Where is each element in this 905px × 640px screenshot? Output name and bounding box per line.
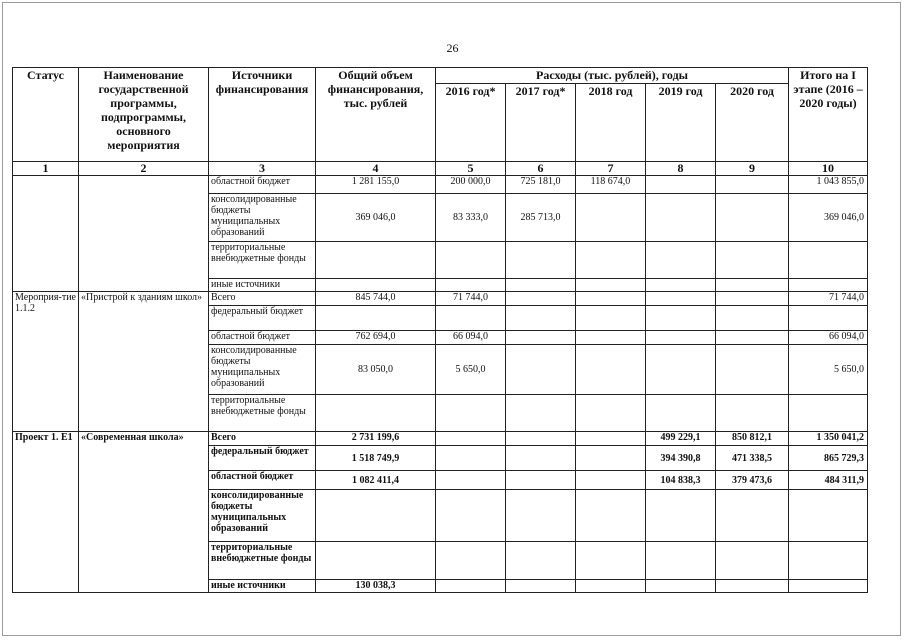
y2019-cell	[646, 292, 716, 306]
header-sources: Источники финансирования	[209, 68, 316, 162]
total-cell: 762 694,0	[316, 331, 436, 345]
total-cell: 1 518 749,9	[316, 446, 436, 471]
y2017-cell	[506, 306, 576, 331]
total-cell: 2 731 199,6	[316, 432, 436, 446]
name-cell: «Современная школа»	[79, 432, 209, 593]
stage-total-cell: 369 046,0	[789, 194, 868, 242]
y2017-cell	[506, 471, 576, 490]
stage-total-cell	[789, 395, 868, 432]
y2016-cell	[436, 580, 506, 593]
y2017-cell	[506, 432, 576, 446]
y2017-cell	[506, 292, 576, 306]
column-number: 6	[506, 162, 576, 176]
y2020-cell	[716, 292, 789, 306]
y2018-cell	[576, 306, 646, 331]
y2016-cell	[436, 490, 506, 542]
y2016-cell: 5 650,0	[436, 345, 506, 395]
y2020-cell	[716, 194, 789, 242]
header-stage-total: Итого на I этапе (2016 – 2020 годы)	[789, 68, 868, 162]
y2016-cell	[436, 432, 506, 446]
y2017-cell: 725 181,0	[506, 176, 576, 194]
y2017-cell	[506, 242, 576, 279]
y2019-cell	[646, 331, 716, 345]
total-cell	[316, 279, 436, 292]
total-cell: 83 050,0	[316, 345, 436, 395]
table-row	[13, 176, 868, 194]
y2018-cell: 118 674,0	[576, 176, 646, 194]
y2019-cell	[646, 580, 716, 593]
y2018-cell	[576, 279, 646, 292]
status-cell: Проект 1. Е1	[13, 432, 79, 593]
y2017-cell	[506, 580, 576, 593]
source-cell: территориальные внебюджетные фонды	[209, 395, 316, 432]
total-cell	[316, 490, 436, 542]
stage-total-cell	[789, 490, 868, 542]
y2017-cell	[506, 279, 576, 292]
y2016-cell: 66 094,0	[436, 331, 506, 345]
y2020-cell	[716, 490, 789, 542]
y2020-cell	[716, 580, 789, 593]
y2016-cell: 200 000,0	[436, 176, 506, 194]
y2016-cell: 83 333,0	[436, 194, 506, 242]
total-cell: 1 281 155,0	[316, 176, 436, 194]
status-cell	[13, 176, 79, 292]
header-expenses: Расходы (тыс. рублей), годы	[436, 68, 789, 84]
column-number: 3	[209, 162, 316, 176]
source-cell: областной бюджет	[209, 471, 316, 490]
y2020-cell: 379 473,6	[716, 471, 789, 490]
y2019-cell	[646, 194, 716, 242]
y2018-cell	[576, 395, 646, 432]
total-cell	[316, 306, 436, 331]
column-number: 1	[13, 162, 79, 176]
header-2018: 2018 год	[576, 84, 646, 162]
source-cell: консолидированные бюджеты муниципальных образований	[209, 345, 316, 395]
y2018-cell	[576, 471, 646, 490]
header-2016: 2016 год*	[436, 84, 506, 162]
y2017-cell	[506, 345, 576, 395]
y2019-cell	[646, 242, 716, 279]
stage-total-cell	[789, 279, 868, 292]
y2017-cell	[506, 446, 576, 471]
y2019-cell	[646, 542, 716, 580]
column-number: 8	[646, 162, 716, 176]
y2018-cell	[576, 580, 646, 593]
total-cell: 130 038,3	[316, 580, 436, 593]
source-cell: Всего	[209, 432, 316, 446]
y2016-cell	[436, 279, 506, 292]
source-cell: федеральный бюджет	[209, 306, 316, 331]
stage-total-cell: 71 744,0	[789, 292, 868, 306]
y2020-cell	[716, 176, 789, 194]
y2017-cell	[506, 490, 576, 542]
y2020-cell	[716, 331, 789, 345]
header-2020: 2020 год	[716, 84, 789, 162]
y2018-cell	[576, 542, 646, 580]
y2019-cell	[646, 176, 716, 194]
stage-total-cell: 1 043 855,0	[789, 176, 868, 194]
stage-total-cell	[789, 580, 868, 593]
y2018-cell	[576, 242, 646, 279]
column-number: 4	[316, 162, 436, 176]
y2019-cell	[646, 345, 716, 395]
y2019-cell	[646, 490, 716, 542]
source-cell: консолидированные бюджеты муниципальных образований	[209, 194, 316, 242]
y2018-cell	[576, 446, 646, 471]
name-cell: «Пристрой к зданиям школ»	[79, 292, 209, 432]
y2019-cell	[646, 279, 716, 292]
source-cell: Всего	[209, 292, 316, 306]
y2019-cell: 394 390,8	[646, 446, 716, 471]
y2017-cell	[506, 542, 576, 580]
y2019-cell	[646, 306, 716, 331]
total-cell: 1 082 411,4	[316, 471, 436, 490]
stage-total-cell: 484 311,9	[789, 471, 868, 490]
y2020-cell	[716, 279, 789, 292]
column-number: 5	[436, 162, 506, 176]
stage-total-cell: 66 094,0	[789, 331, 868, 345]
y2020-cell	[716, 242, 789, 279]
y2020-cell	[716, 306, 789, 331]
financing-table	[12, 67, 868, 593]
y2018-cell	[576, 292, 646, 306]
status-cell: Мероприя-тие 1.1.2	[13, 292, 79, 432]
column-number: 9	[716, 162, 789, 176]
y2018-cell	[576, 331, 646, 345]
total-cell: 369 046,0	[316, 194, 436, 242]
y2019-cell: 499 229,1	[646, 432, 716, 446]
y2017-cell: 285 713,0	[506, 194, 576, 242]
source-cell: территориальные внебюджетные фонды	[209, 542, 316, 580]
stage-total-cell: 1 350 041,2	[789, 432, 868, 446]
y2018-cell	[576, 490, 646, 542]
column-number: 10	[789, 162, 868, 176]
header-total-volume: Общий объем финансирования, тыс. рублей	[316, 68, 436, 162]
y2016-cell	[436, 542, 506, 580]
column-number: 2	[79, 162, 209, 176]
y2016-cell	[436, 446, 506, 471]
header-status: Статус	[13, 68, 79, 162]
y2017-cell	[506, 331, 576, 345]
y2019-cell: 104 838,3	[646, 471, 716, 490]
y2020-cell	[716, 395, 789, 432]
y2018-cell	[576, 345, 646, 395]
y2018-cell	[576, 194, 646, 242]
page-number: 26	[446, 41, 459, 55]
table-row	[13, 292, 868, 306]
column-number: 7	[576, 162, 646, 176]
source-cell: иные источники	[209, 279, 316, 292]
header-2019: 2019 год	[646, 84, 716, 162]
header-2017: 2017 год*	[506, 84, 576, 162]
total-cell	[316, 395, 436, 432]
y2018-cell	[576, 432, 646, 446]
source-cell: иные источники	[209, 580, 316, 593]
header-name: Наименование государственной программы, подпрограммы, основного мероприятия	[79, 68, 209, 162]
name-cell	[79, 176, 209, 292]
y2020-cell	[716, 542, 789, 580]
total-cell	[316, 242, 436, 279]
table-row	[13, 432, 868, 446]
total-cell	[316, 542, 436, 580]
y2020-cell: 850 812,1	[716, 432, 789, 446]
y2019-cell	[646, 395, 716, 432]
source-cell: федеральный бюджет	[209, 446, 316, 471]
stage-total-cell: 5 650,0	[789, 345, 868, 395]
y2016-cell	[436, 471, 506, 490]
stage-total-cell	[789, 242, 868, 279]
source-cell: областной бюджет	[209, 331, 316, 345]
y2020-cell: 471 338,5	[716, 446, 789, 471]
stage-total-cell	[789, 542, 868, 580]
source-cell: территориальные внебюджетные фонды	[209, 242, 316, 279]
column-number-row	[13, 162, 868, 176]
y2016-cell	[436, 395, 506, 432]
total-cell: 845 744,0	[316, 292, 436, 306]
y2017-cell	[506, 395, 576, 432]
source-cell: областной бюджет	[209, 176, 316, 194]
source-cell: консолидированные бюджеты муниципальных образований	[209, 490, 316, 542]
y2020-cell	[716, 345, 789, 395]
y2016-cell	[436, 242, 506, 279]
stage-total-cell: 865 729,3	[789, 446, 868, 471]
y2016-cell	[436, 306, 506, 331]
stage-total-cell	[789, 306, 868, 331]
y2016-cell: 71 744,0	[436, 292, 506, 306]
